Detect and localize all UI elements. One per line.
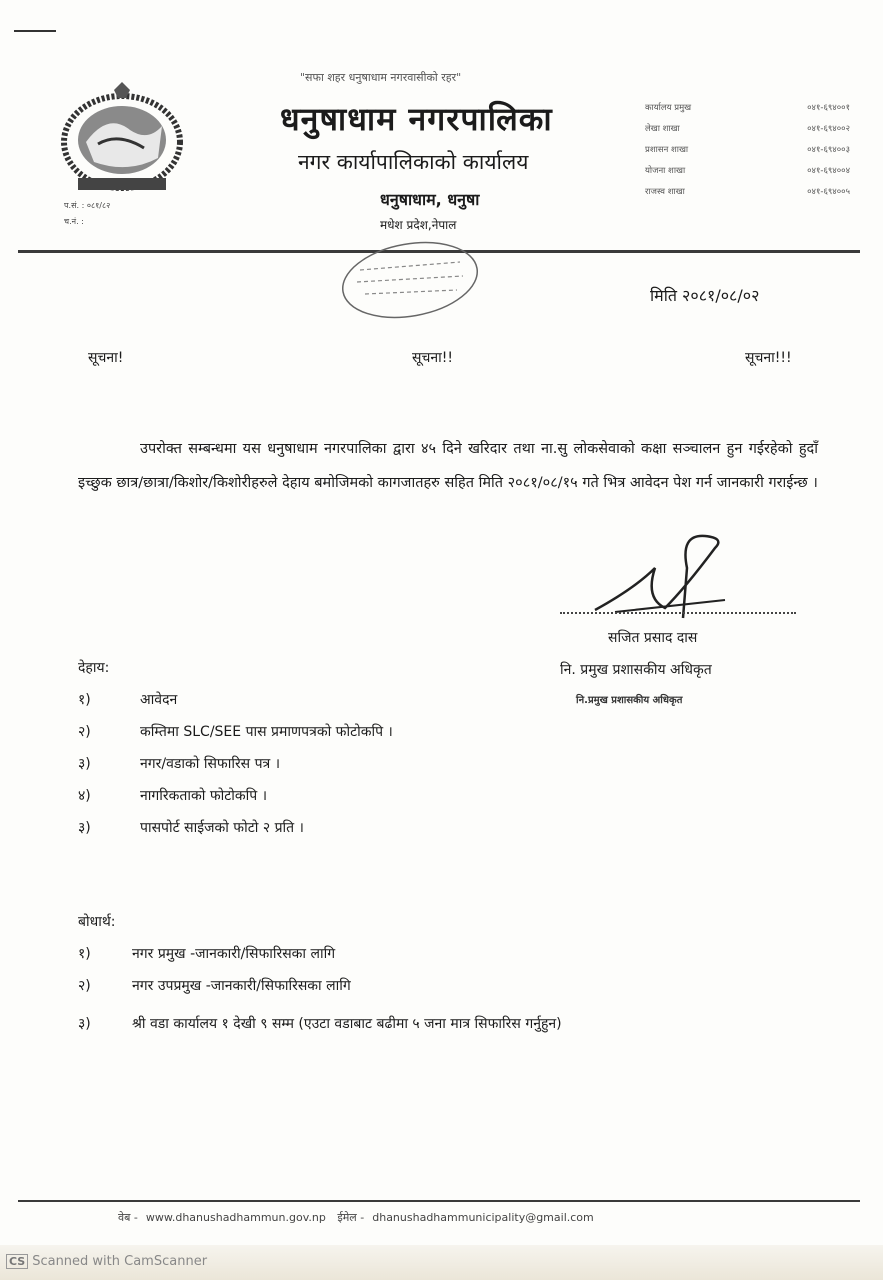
email-link[interactable]: dhanushadhammunicipality@gmail.com [372, 1211, 594, 1224]
list-item: २) नगर उपप्रमुख -जानकारी/सिफारिसका लागि [78, 978, 351, 994]
scanner-watermark [6, 1254, 207, 1269]
contact-row: राजस्व शाखा ०४१-६९४००५ [645, 187, 850, 197]
contact-row: योजना शाखा ०४१-६९४००४ [645, 166, 850, 176]
contact-row: कार्यालय प्रमुख ०४१-६९४००१ [645, 103, 850, 113]
notice-heading-right: सूचना!!! [745, 350, 792, 366]
motto: "सफा शहर धनुषाधाम नगरवासीको रहर" [300, 71, 462, 84]
list-item: ४) नागरिकताको फोटोकपि । [78, 788, 268, 804]
footer-divider [18, 1200, 860, 1202]
website-link[interactable]: www.dhanushadhammun.gov.np [145, 1211, 326, 1224]
address-line-1: धनुषाधाम, धनुषा [380, 190, 480, 209]
contact-row: लेखा शाखा ०४१-६९४००२ [645, 124, 850, 134]
web-label: वेब - [118, 1211, 138, 1224]
camscanner-logo: CS [6, 1254, 28, 1269]
reference-number: प.सं. : ०८१/८२ [64, 201, 111, 210]
contact-row: प्रशासन शाखा ०४१-६९४००३ [645, 145, 850, 155]
list-item: ३) श्री वडा कार्यालय १ देखी ९ सम्म (एउटा वडाबाट बढीमा ५ जना मात्र सिफारिस गर्नुहुन) [78, 1016, 562, 1032]
requirements-heading: देहाय: [78, 660, 110, 676]
list-item: १) नगर प्रमुख -जानकारी/सिफारिसका लागि [78, 946, 336, 962]
dispatch-number: च.नं. : [64, 217, 84, 226]
copy-to-heading: बोधार्थ: [78, 914, 116, 930]
nepal-emblem-icon [58, 82, 186, 194]
watermark-text: Scanned with CamScanner [32, 1254, 208, 1269]
notice-heading-center: सूचना!! [412, 350, 453, 366]
address-line-2: मधेश प्रदेश,नेपाल [380, 218, 457, 232]
organization-name: धनुषाधाम नगरपालिका [280, 100, 553, 138]
corner-mark [14, 30, 56, 32]
list-item: २) कम्तिमा SLC/SEE पास प्रमाणपत्रको फोटोकपि । [78, 724, 393, 740]
email-label: ईमेल - [337, 1211, 365, 1224]
signatory-designation: नि. प्रमुख प्रशासकीय अधिकृत [560, 662, 712, 678]
list-item: १) आवेदन [78, 692, 178, 708]
contact-list [645, 98, 850, 203]
list-item: ३) पासपोर्ट साईजको फोटो २ प्रति । [78, 820, 304, 836]
signatory-name: सजित प्रसाद दास [608, 630, 698, 646]
signature-line [560, 612, 796, 614]
office-name: नगर कार्यापालिकाको कार्यालय [298, 150, 529, 174]
footer-contact [118, 1210, 602, 1225]
office-stamp-icon [335, 240, 485, 322]
letter-date: मिति २०८१/०८/०२ [650, 286, 760, 305]
designation-stamp: नि.प्रमुख प्रशासकीय अधिकृत [576, 695, 683, 706]
list-item: ३) नगर/वडाको सिफारिस पत्र । [78, 756, 281, 772]
notice-body: उपरोक्त सम्बन्धमा यस धनुषाधाम नगरपालिका द्वारा ४५ दिने खरिदार तथा ना.सु लोकसेवाको कक्षा सञ्चालन हुन गईरहेको हुदाँ इच्छुक छात्र/छात्रा/किशोर/किशोरीहरुले देहाय बमोजिमको कागजातहरु सहित मिति २०८१/०८/१५ गते भित्र आवेदन पेश गर्न जानकारी गराईन्छ । [78, 441, 818, 491]
notice-heading-left: सूचना! [88, 350, 124, 366]
